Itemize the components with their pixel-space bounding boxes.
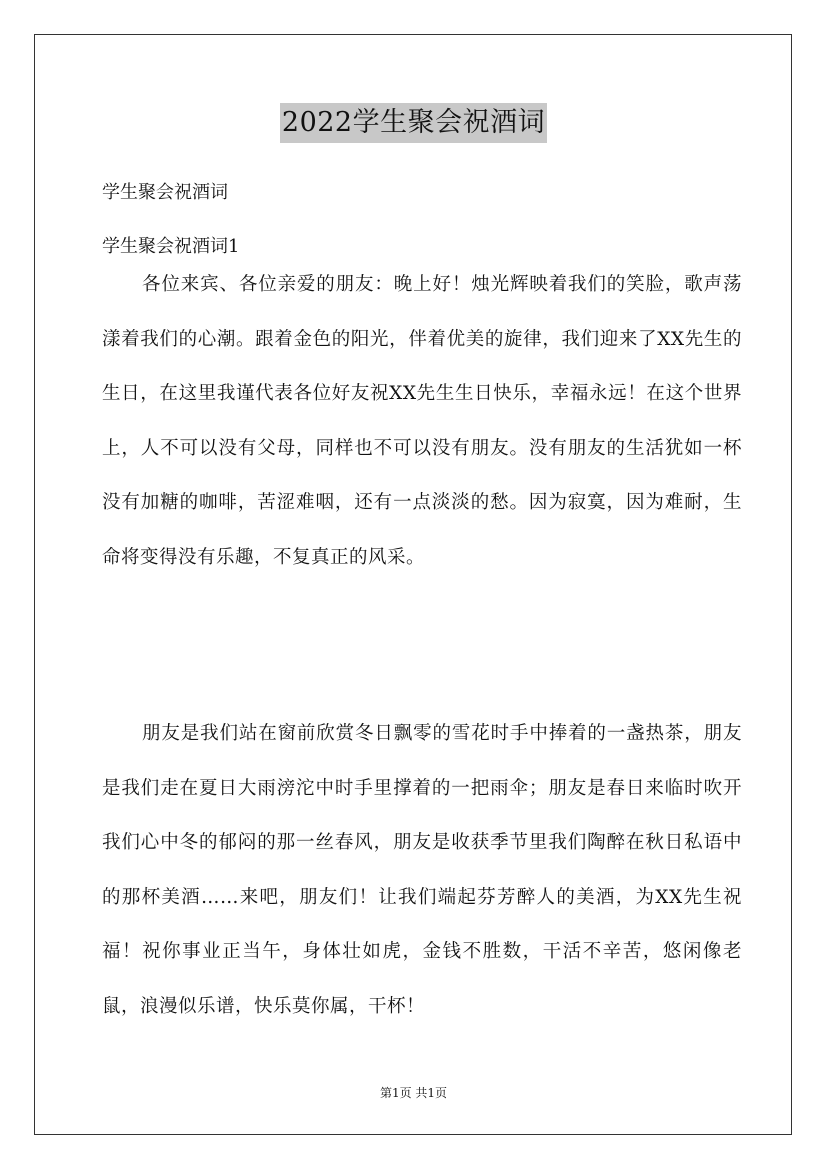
paragraph-2: 朋友是我们站在窗前欣赏冬日飘零的雪花时手中捧着的一盏热茶，朋友是我们走在夏日大雨滂沱中时手里撑着的一把雨伞；朋友是春日来临时吹开我们心中冬的郁闷的那一丝春风，朋友是收获季节里我们陶醉在秋日私语中的那杯美酒……来吧，朋友们！让我们端起芬芳醉人的美酒，为XX先生祝福！祝你事业正当午，身体壮如虎，金钱不胜数，干活不辛苦，悠闲像老鼠，浪漫似乐谱，快乐莫你属，干杯！ — [102, 723, 742, 1017]
document-title: 2022学生聚会祝酒词 — [280, 103, 547, 143]
document-subtitle: 学生聚会祝酒词 — [102, 182, 228, 203]
paragraph-1: 各位来宾、各位亲爱的朋友：晚上好！烛光辉映着我们的笑脸，歌声荡漾着我们的心潮。跟着金色的阳光，伴着优美的旋律，我们迎来了XX先生的生日，在这里我谨代表各位好友祝XX先生生日快乐，幸福永远！在这个世界上，人不可以没有父母，同样也不可以没有朋友。没有朋友的生活犹如一杯没有加糖的咖啡，苦涩难咽，还有一点淡淡的愁。因为寂寞，因为难耐，生命将变得没有乐趣，不复真正的风采。 — [102, 274, 742, 568]
section-heading: 学生聚会祝酒词1 — [102, 236, 240, 257]
title-container — [0, 103, 827, 143]
page-footer: 第1页 共1页 — [379, 1086, 448, 1100]
